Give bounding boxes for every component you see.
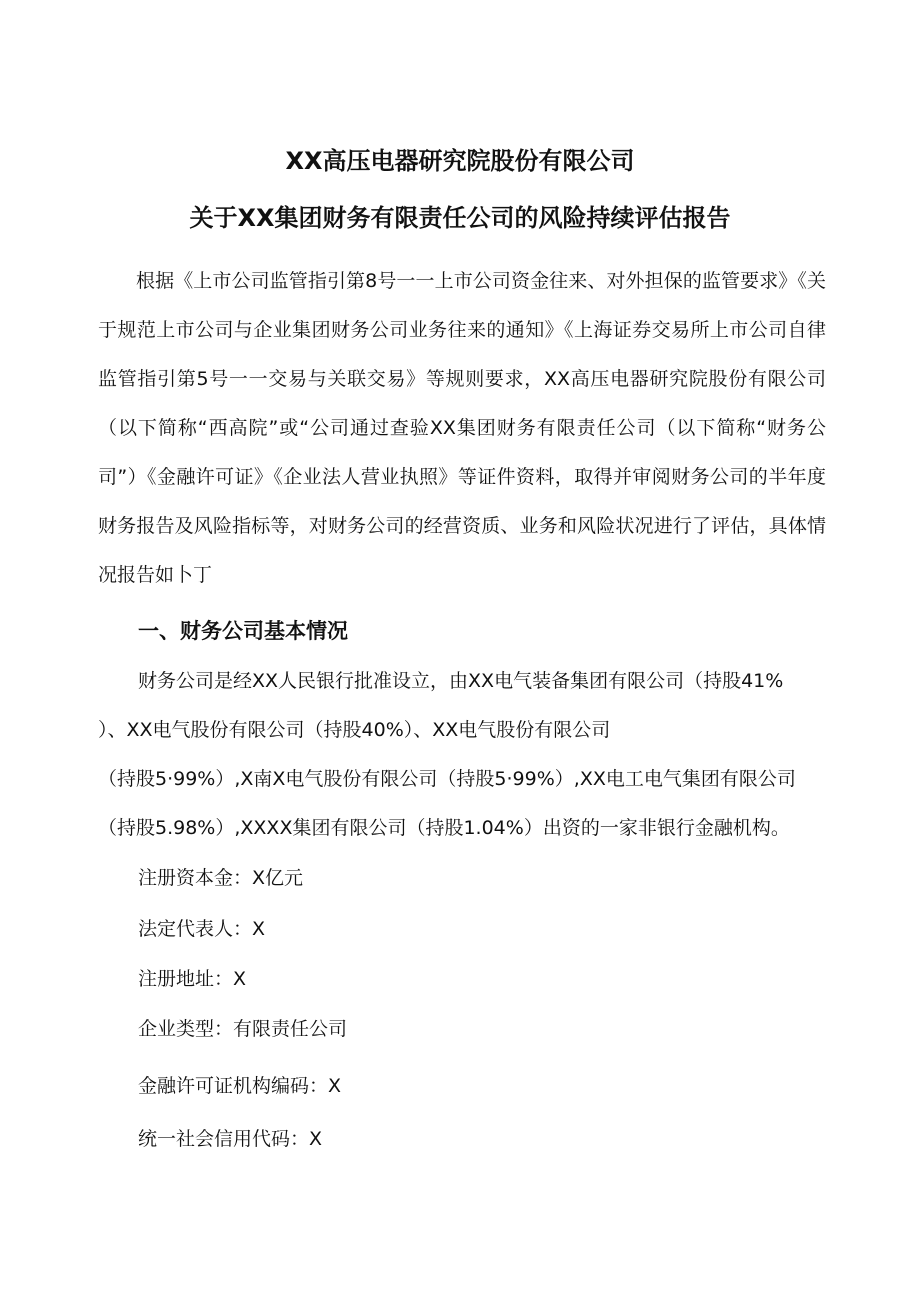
section-1-line-4: （持股5.98%）,XXXX集团有限公司（持股1.04%）出资的一家非银行金融机构。 [98, 817, 790, 839]
document-title-line-1: XX高压电器研究院股份有限公司 [285, 147, 635, 175]
field-enterprise-type: 企业类型：有限责任公司 [138, 1018, 348, 1040]
field-registered-address: 注册地址：X [138, 968, 247, 990]
section-1-line-2: ）、XX电气股份有限公司（持股40%）、XX电气股份有限公司 [98, 719, 611, 741]
field-unified-social-credit-code: 统一社会信用代码：X [138, 1128, 323, 1150]
field-financial-license-code: 金融许可证机构编码：X [138, 1075, 342, 1097]
field-registered-capital: 注册资本金：X亿元 [138, 867, 304, 889]
section-1-line-1: 财务公司是经XX人民银行批准设立，由XX电气装备集团有限公司（持股41% [138, 670, 784, 692]
document-title-line-2: 关于XX集团财务有限责任公司的风险持续评估报告 [189, 204, 731, 232]
intro-paragraph: 根据《上市公司监管指引第8号一一上市公司资金往来、对外担保的监管要求》《关于规范上市公司与企业集团财务公司业务往来的通知》《上海证券交易所上市公司自律监管指引第5号一一交易与关联交易》等规则要求，XX高压电器研究院股份有限公司（以下简称“西高院”或“公司通过查验XX集团财务有限责任公司（以下简称“财务公司”）《金融许可证》《企业法人营业执照》等证件资料，取得并审阅财务公司的半年度财务报告及风险指标等，对财务公司的经营资质、业务和风险状况进行了评估，具体情况报告如卜丁 [98, 270, 826, 586]
section-1-line-3: （持股5·99%）,X南X电气股份有限公司（持股5·99%）,XX电工电气集团有限公司 [98, 768, 796, 790]
section-1-paragraph [98, 657, 826, 853]
field-legal-representative: 法定代表人：X [138, 918, 266, 940]
section-1-heading: 一、财务公司基本情况 [138, 619, 348, 643]
